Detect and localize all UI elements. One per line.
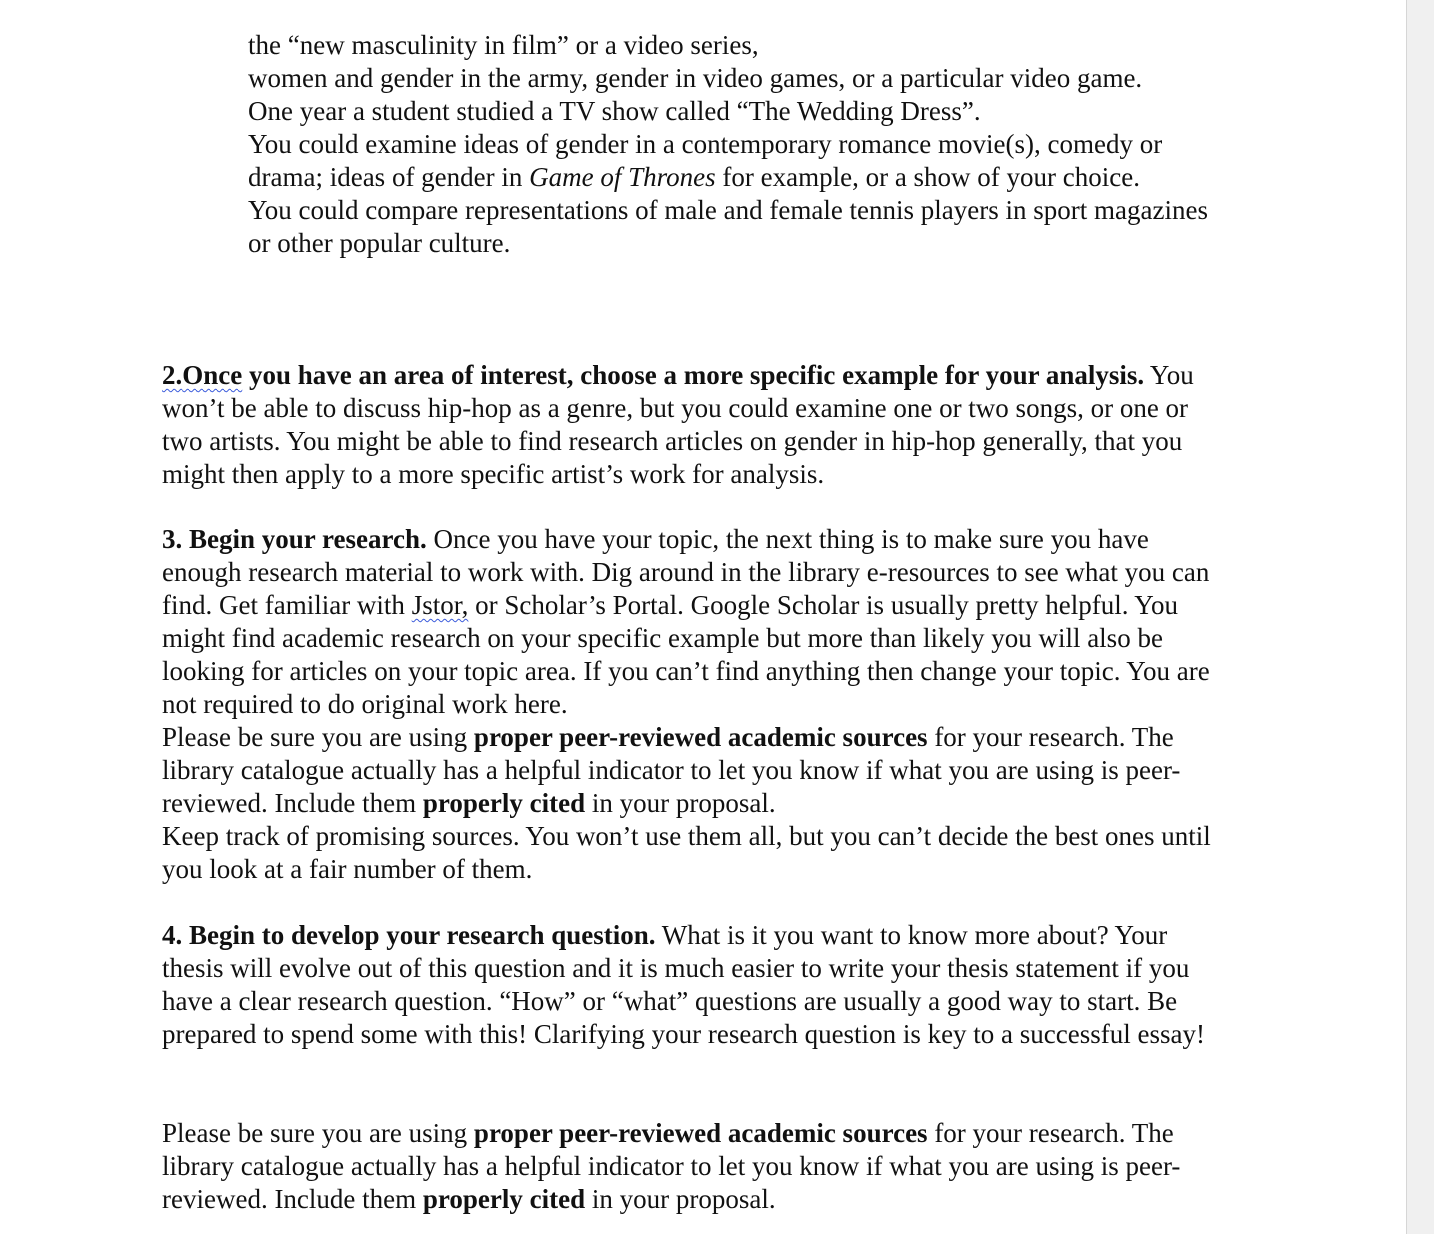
topic-line-wedding-dress: One year a student studied a TV show called “The Wedding Dress”.: [248, 96, 981, 126]
topic-line-film: the “new masculinity in film” or a video series,: [248, 30, 759, 60]
keep-track-text: Keep track of promising sources. You won’t use them all, but you can’t decide the best ones until you look at a fair number of them.: [162, 821, 1211, 884]
properly-cited-emphasis: properly cited: [422, 788, 586, 818]
step-4-body: What is it you want to know more about? Your thesis will evolve out of this question and it is much easier to write your thesis statement if you have a clear research question. “How” or “what” questions are usually a good way to start. Be prepared to spend some with this! Clarifying your research question is key to a successful essay!: [162, 920, 1205, 1049]
step-4-paragraph: [162, 919, 1212, 1051]
jstor-spellcheck-flag[interactable]: Jstor,: [411, 590, 469, 620]
topic-line-army-games: women and gender in the army, gender in video games, or a particular video game.: [248, 63, 1143, 93]
game-of-thrones-title: Game of Thrones: [529, 162, 716, 192]
step-2-body: You won’t be able to discuss hip-hop as a genre, but you could examine one or two songs, or one or two artists. You might be able to find research articles on gender in hip-hop generally, that you might then apply to a more specific artist’s work for analysis.: [162, 360, 1194, 489]
topic-line-romance: [248, 128, 1208, 194]
closing-peer-reviewed-emphasis: proper peer-reviewed academic sources: [473, 1118, 928, 1148]
step-3-paragraph: 3. Begin your research. Once you have your topic, the next thing is to make sure you have enough research material to work with. Dig around in the library e-resources to see what you can find. Get familiar with Jstor, or Scholar’s Portal. Google Scholar is usually pretty helpful. You might find academic research on your specific example but more than likely you will also be looking for articles on your topic area. If you can’t find anything then change your topic. You are not required to do original work here. Please be sure you are using proper peer-reviewed academic sources for your research. The library catalogue actually has a helpful indicator to let you know if what you are using is peer-reviewed. Include them properly cited in your proposal. Keep track of promising sources. You won’t use them all, but you can’t decide the best ones until you look at a fair number of them.: [162, 524, 1211, 884]
topic-line-tennis: You could compare representations of male and female tennis players in sport magazines or other popular culture.: [248, 195, 1208, 258]
step-2-spellcheck-flag[interactable]: 2.Once: [162, 360, 243, 390]
step-3-body-a: Once you have your topic, the next thing is to make sure you have enough research material to work with. Dig around in the library e-resources to see what you can find. Get familiar with: [162, 524, 1210, 620]
step-3-body-b: or Scholar’s Portal. Google Scholar is usually pretty helpful. You might find academic research on your specific example but more than likely you will also be looking for articles on your topic area. If you can’t find anything then change your topic. You are not required to do original work here.: [162, 590, 1210, 719]
step-4-heading: 4. Begin to develop your research question.: [162, 920, 656, 950]
romance-text: You could examine ideas of gender in a contemporary romance movie(s), comedy or drama; ideas of gender in: [248, 129, 1163, 192]
step-2-paragraph: [162, 359, 1212, 491]
step-2-heading: 2.Once you have an area of interest, choose a more specific example for your analysis.: [162, 360, 1145, 390]
peer-reviewed-emphasis: proper peer-reviewed academic sources: [473, 722, 928, 752]
step-3-heading: 3. Begin your research.: [162, 524, 427, 554]
closing-properly-cited-emphasis: properly cited: [422, 1184, 586, 1214]
closing-paragraph: Please be sure you are using proper peer-reviewed academic sources for your research. The library catalogue actually has a helpful indicator to let you know if what you are using is peer-reviewed. Include them properly cited in your proposal.: [162, 1118, 1181, 1214]
romance-text-end: for example, or a show of your choice.: [722, 162, 1140, 192]
example-topics-list: [248, 29, 1208, 260]
vertical-scrollbar[interactable]: [1406, 0, 1434, 1234]
